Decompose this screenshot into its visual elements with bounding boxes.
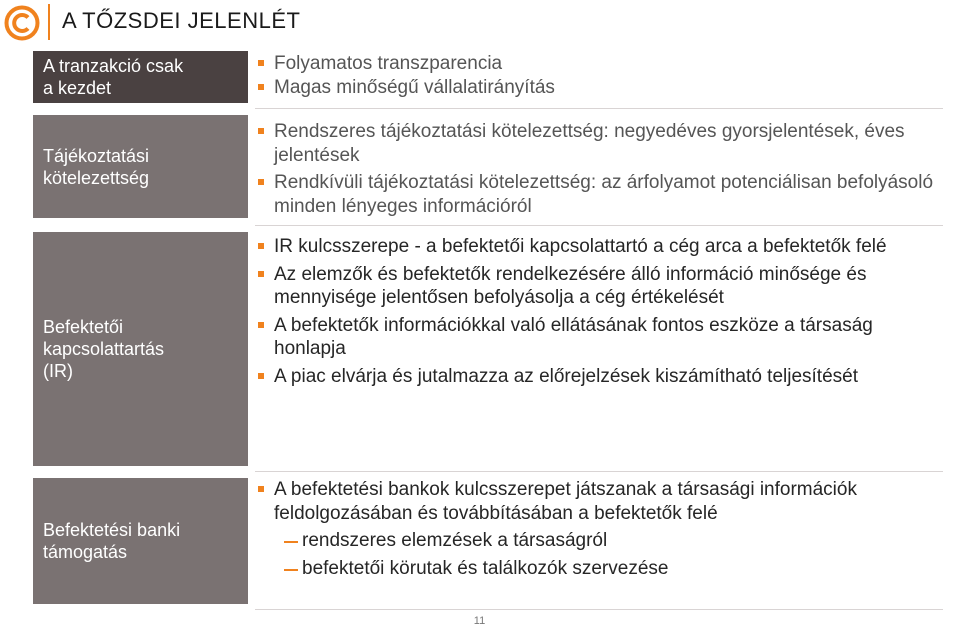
- bullet-item: A befektetési bankok kulcsszerepet játszanak a társasági információk feldolgozásában és továbbításában a befektetők felé: [258, 478, 948, 525]
- bullet-list-disclosure: [258, 120, 948, 218]
- section-label-line: támogatás: [43, 542, 128, 562]
- section-label-line: Tájékoztatási: [43, 145, 150, 166]
- bullet-item: A befektetők információkkal való ellátásának fontos eszköze a társaság honlapja: [258, 314, 948, 361]
- section-label-line: a kezdet: [43, 78, 112, 98]
- sub-bullet-item: rendszeres elemzések a társaságról: [258, 529, 948, 553]
- section-label-line: (IR): [43, 361, 73, 381]
- bullet-item: A piac elvárja és jutalmazza az előrejelzések kiszámítható teljesítését: [258, 365, 948, 389]
- bullet-list-ir: [258, 235, 948, 388]
- title-divider: [48, 4, 50, 40]
- page-number: 11: [473, 615, 486, 627]
- bullet-item: Az elemzők és befektetők rendelkezésére álló információ minősége és mennyisége jelentősen befolyásolja a cég értékelését: [258, 263, 948, 310]
- section-label-investment-banking: [33, 478, 248, 604]
- section-label-ir: [33, 232, 248, 466]
- footer-divider: [255, 609, 943, 610]
- section-label-line: Befektetési banki: [43, 520, 181, 540]
- bullet-item: IR kulcsszerepe - a befektetői kapcsolattartó a cég arca a befektetők felé: [258, 235, 948, 259]
- section-divider: [255, 471, 943, 472]
- c-ring-logo-icon: [4, 5, 40, 41]
- section-label-line: kapcsolattartás: [43, 339, 165, 359]
- section-divider: [255, 108, 943, 109]
- section-label-transaction: [33, 51, 248, 103]
- section-label-disclosure: [33, 115, 248, 218]
- section-label-line: Befektetői: [43, 317, 124, 337]
- bullet-item: Rendkívüli tájékoztatási kötelezettség: az árfolyamot potenciálisan befolyásoló minden lényeges információról: [258, 171, 948, 218]
- section-label-line: kötelezettség: [43, 167, 150, 188]
- bullet-list-transaction: [258, 52, 948, 99]
- bullet-item: Folyamatos transzparencia: [258, 52, 948, 76]
- section-label-line: A tranzakció csak: [43, 56, 184, 76]
- bullet-item: Magas minőségű vállalatirányítás: [258, 76, 948, 100]
- bullet-list-investment-banking: [258, 478, 948, 580]
- page-title: A TŐZSDEI JELENLÉT: [62, 8, 301, 33]
- section-divider: [255, 225, 943, 226]
- bullet-item: Rendszeres tájékoztatási kötelezettség: negyedéves gyorsjelentések, éves jelentések: [258, 120, 948, 167]
- sub-bullet-item: befektetői körutak és találkozók szervezése: [258, 557, 948, 581]
